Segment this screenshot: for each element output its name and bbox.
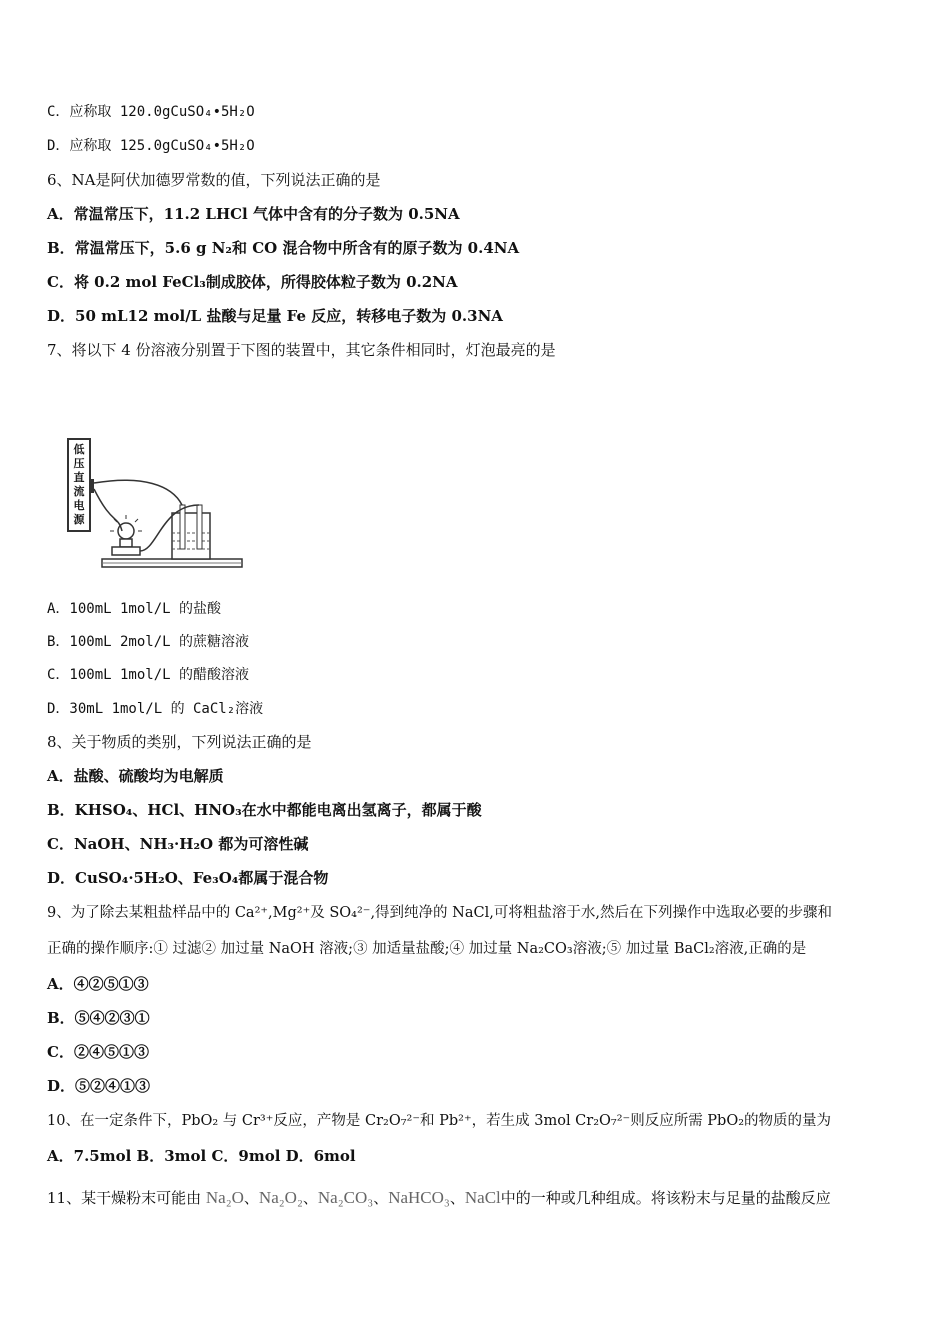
q7-option-d: D．30mL 1mol/L 的 CaCl₂溶液 [47,701,264,717]
q10-options: A．7.5mol B．3mol C．9mol D．6mol [47,1147,356,1165]
q11-stem [47,1188,831,1208]
q6-option-a: A．常温常压下，11.2 LHCl 气体中含有的分子数为 0.5NA [47,205,460,223]
bulb-stand [112,547,140,555]
electrode-right [197,505,202,549]
bulb-socket [120,539,132,547]
q11-formula-na2o2: Na₂O₂ [258,1188,303,1207]
q8-stem: 8、关于物质的类别，下列说法正确的是 [47,733,312,751]
wire-bulb [94,489,122,531]
power-terminal [90,479,94,493]
electrode-left [180,505,185,549]
q6-option-b: B．常温常压下，5.6 g N₂和 CO 混合物中所含有的原子数为 0.4NA [47,239,520,257]
q9-option-c: C．②④⑤①③ [47,1043,149,1061]
q11-sep-4: 、 [449,1189,465,1207]
q11-suffix: 中的一种或几种组成。将该粉末与足量的盐酸反应 [500,1189,831,1207]
q11-sep-3: 、 [373,1189,389,1207]
q9-stem-line1: 9、为了除去某粗盐样品中的 Ca²⁺,Mg²⁺及 SO₄²⁻,得到纯净的 NaCl,可将粗盐溶于水,然后在下列操作中选取必要的步骤和 [47,905,832,921]
q6-option-c: C．将 0.2 mol FeCl₃制成胶体，所得胶体粒子数为 0.2NA [47,273,458,291]
q11-prefix: 11、某干燥粉末可能由 [47,1189,202,1207]
circuit-diagram [62,435,252,575]
q11-formula-na2co3: Na₂CO₃ [317,1188,374,1207]
q11-formula-na2o: Na₂O [205,1188,244,1207]
q9-option-b: B．⑤④②③① [47,1009,150,1027]
circuit-figure [62,435,252,575]
q5-option-d: D．应称取 125.0gCuSO₄•5H₂O [47,138,255,154]
q9-option-a: A．④②⑤①③ [47,975,149,993]
power-supply-label: 低压直流电源 [73,443,85,526]
q8-option-d: D．CuSO₄·5H₂O、Fe₃O₄都属于混合物 [47,869,329,887]
q7-stem: 7、将以下 4 份溶液分别置于下图的装置中，其它条件相同时，灯泡最亮的是 [47,341,556,359]
q8-option-a: A．盐酸、硫酸均为电解质 [47,767,224,785]
q6-option-d: D．50 mL12 mol/L 盐酸与足量 Fe 反应，转移电子数为 0.3NA [47,307,503,325]
q8-option-b: B．KHSO₄、HCl、HNO₃在水中都能电离出氢离子，都属于酸 [47,801,482,819]
q8-option-c: C．NaOH、NH₃·H₂O 都为可溶性碱 [47,835,309,853]
q5-option-c: C．应称取 120.0gCuSO₄•5H₂O [47,104,255,120]
q11-formula-nahco3: NaHCO₃ [388,1188,450,1207]
q7-option-a: A．100mL 1mol/L 的盐酸 [47,601,222,617]
q7-option-b: B．100mL 2mol/L 的蔗糖溶液 [47,634,250,650]
q10-stem: 10、在一定条件下，PbO₂ 与 Cr³⁺反应，产物是 Cr₂O₇²⁻和 Pb²⁺，若生成 3mol Cr₂O₇²⁻则反应所需 PbO₂的物质的量为 [47,1113,832,1129]
q11-sep-2: 、 [302,1189,318,1207]
wire-top [94,480,182,505]
q7-option-c: C．100mL 1mol/L 的醋酸溶液 [47,667,250,683]
q11-sep-1: 、 [243,1189,259,1207]
q11-formula-nacl: NaCl [464,1188,501,1207]
q9-stem-line2: 正确的操作顺序:① 过滤② 加过量 NaOH 溶液;③ 加适量盐酸;④ 加过量 Na₂CO₃溶液;⑤ 加过量 BaCl₂溶液,正确的是 [47,941,807,957]
beaker [172,513,210,559]
q9-option-d: D．⑤②④①③ [47,1077,151,1095]
q6-stem: 6、NA是阿伏加德罗常数的值，下列说法正确的是 [47,171,381,189]
